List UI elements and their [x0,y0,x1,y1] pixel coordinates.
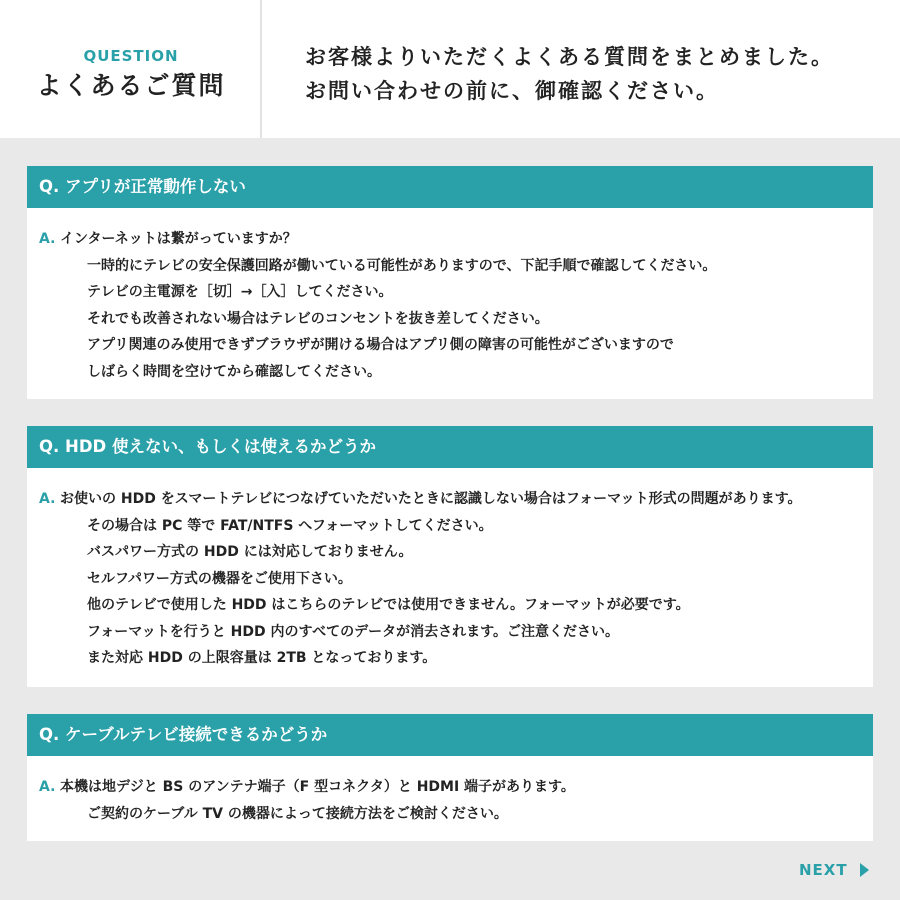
faq-question: Q. アプリが正常動作しない [27,166,873,208]
faq-question: Q. HDD 使えない、もしくは使えるかどうか [27,426,873,468]
answer-line: 他のテレビで使用した HDD はこちらのテレビでは使用できません。フォーマットが必要です。 [87,597,690,613]
answer-line: アプリ関連のみ使用できずブラウザが開ける場合はアプリ側の障害の可能性がございますので [87,337,674,353]
intro-line-2: お問い合わせの前に、御確認ください。 [305,79,719,103]
answer-line: また対応 HDD の上限容量は 2TB となっております。 [87,650,437,666]
answer-line: その場合は PC 等で FAT/NTFS へフォーマットしてください。 [87,517,493,534]
faq-question: Q. ケーブルテレビ接続できるかどうか [27,714,873,756]
answer-line: 一時的にテレビの安全保護回路が働いている可能性がありますので、下記手順で確認してください。 [87,257,717,274]
faq-answer [27,756,873,827]
page-header [0,0,900,138]
header-intro [305,40,885,108]
answer-line: テレビの主電源を［切］→［入］してください。 [87,284,393,300]
answer-line: お使いの HDD をスマートテレビにつなげていただいたときに認識しない場合はフォーマット形式の問題があります。 [60,491,802,507]
header-title-block [0,0,262,138]
faq-item-cable-tv [27,714,873,841]
answer-mark: A. [39,231,56,247]
intro-line-1: お客様よりいただくよくある質問をまとめました。 [305,45,834,69]
faq-answer [27,468,873,672]
triangle-right-icon [860,863,869,877]
answer-mark: A. [39,491,56,507]
answer-line: フォーマットを行うと HDD 内のすべてのデータが消去されます。ご注意ください。 [87,623,620,640]
faq-answer [27,208,873,385]
page-title: よくあるご質問 [36,71,226,100]
answer-line: 本機は地デジと BS のアンテナ端子（F 型コネクタ）と HDMI 端子があります。 [60,779,575,795]
header-kicker: QUESTION [83,47,179,65]
faq-item-app [27,166,873,399]
answer-line: インターネットは繋がっていますか？ [60,231,297,247]
next-label: NEXT [799,861,848,879]
answer-mark: A. [39,779,56,795]
answer-line: それでも改善されない場合はテレビのコンセントを抜き差してください。 [87,310,549,327]
next-button[interactable] [799,859,869,881]
answer-line: セルフパワー方式の機器をご使用下さい。 [87,570,352,587]
answer-line: しばらく時間を空けてから確認してください。 [87,363,381,380]
answer-line: ご契約のケーブル TV の機器によって接続方法をご検討ください。 [87,805,508,822]
answer-line: バスパワー方式の HDD には対応しておりません。 [87,544,413,560]
faq-item-hdd [27,426,873,687]
